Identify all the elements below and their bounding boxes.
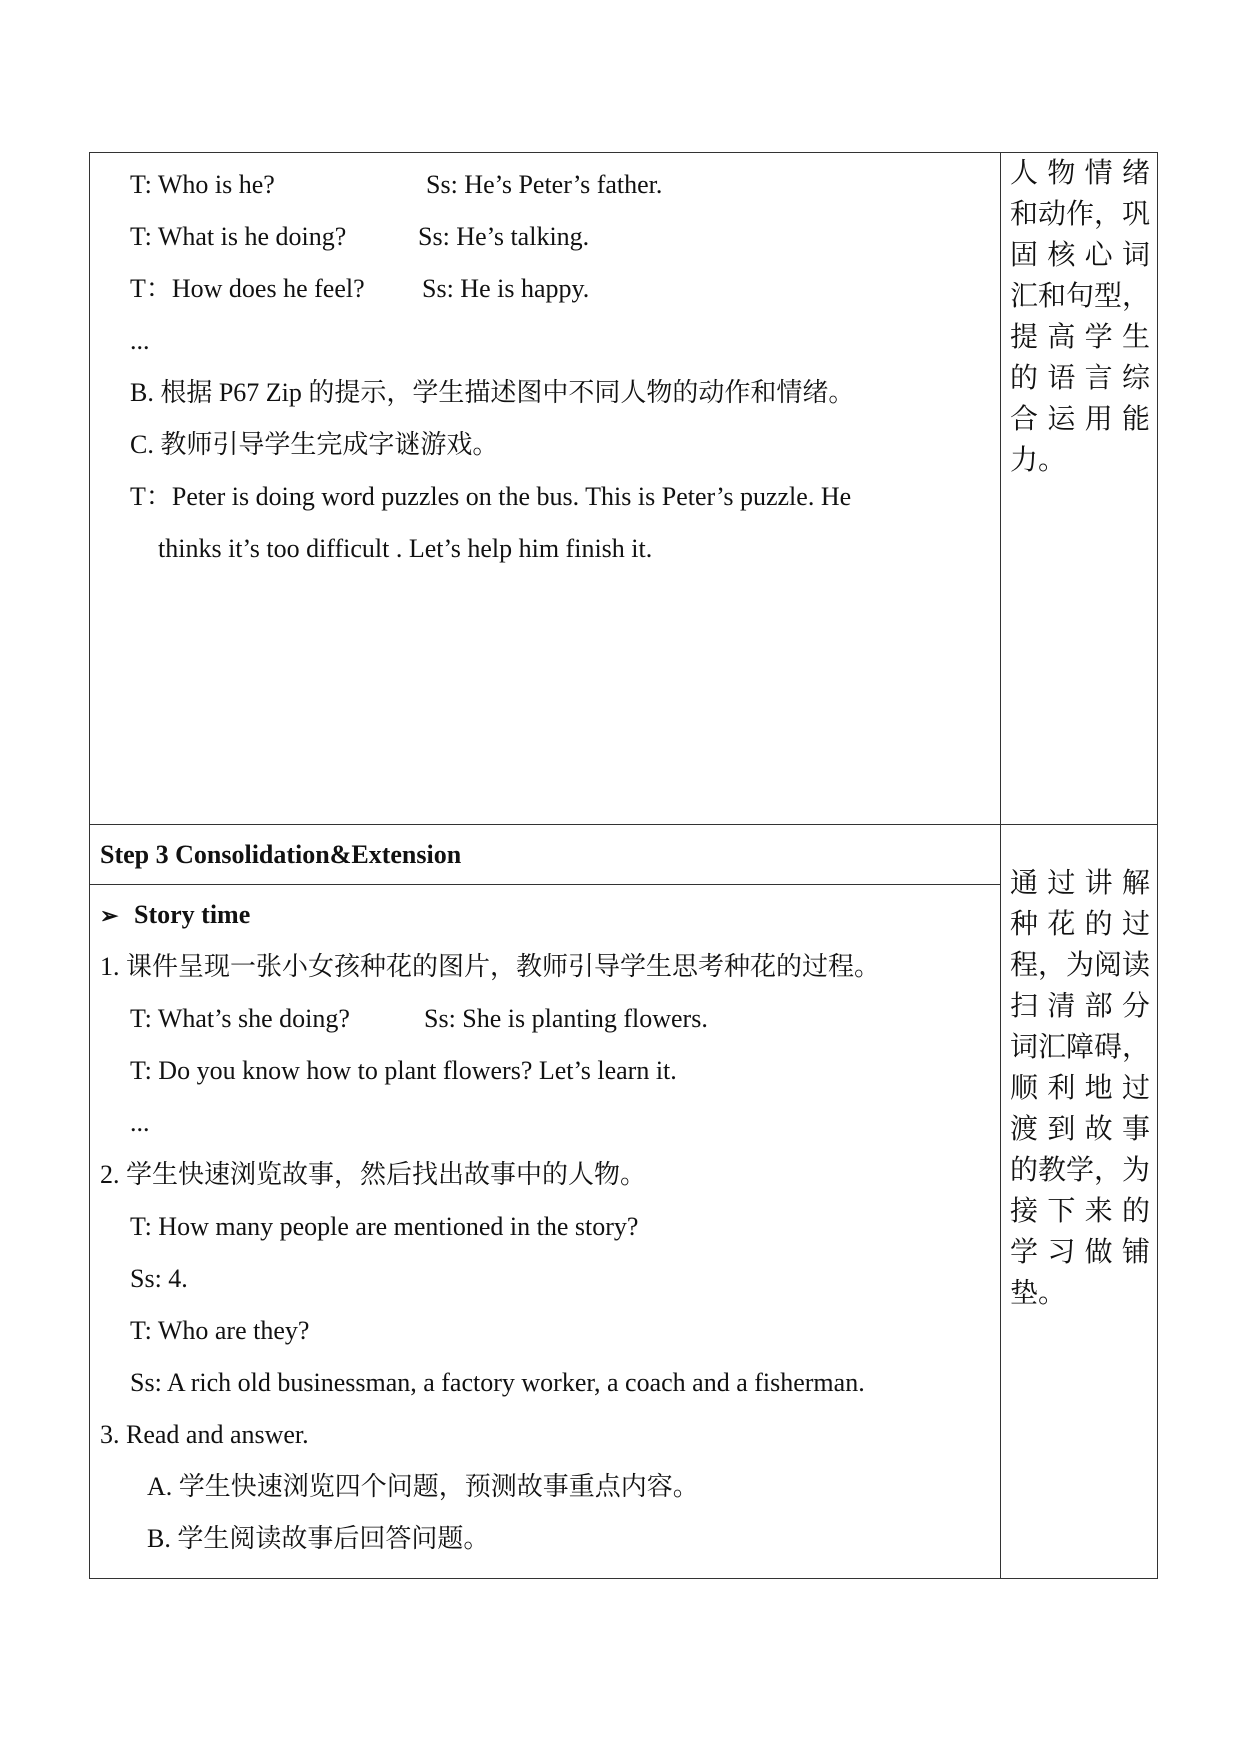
puzzle-line-1: T：Peter is doing word puzzles on the bus. This is Peter’s puzzle. He <box>130 482 852 511</box>
item-b: B. 根据 P67 Zip 的提示，学生描述图中不同人物的动作和情绪。 <box>130 378 855 407</box>
section1-note <box>1010 153 1150 481</box>
teacher-question: T：How does he feel? <box>130 274 365 303</box>
note-line: 种花的过 <box>1010 909 1150 940</box>
note-line: 力。 <box>1010 445 1067 476</box>
table-top-border <box>89 152 1158 153</box>
student-answer: Ss: He’s talking. <box>418 222 590 251</box>
note-line: 的语言综 <box>1010 363 1150 394</box>
note-line: 通过讲解 <box>1010 868 1150 899</box>
step-heading: Step 3 Consolidation&Extension <box>100 840 462 869</box>
q4: T: Who are they? <box>130 1316 310 1345</box>
item-3a: A. 学生快速浏览四个问题，预测故事重点内容。 <box>147 1472 699 1501</box>
dialogue-line-3 <box>130 272 365 306</box>
note-line: 顺利地过 <box>1010 1073 1150 1104</box>
section2-note <box>1010 863 1150 1314</box>
q3: T: How many people are mentioned in the story? <box>130 1212 639 1241</box>
q2: T: Do you know how to plant flowers? Let’s learn it. <box>130 1056 677 1085</box>
note-line: 人物情绪 <box>1010 158 1150 189</box>
a4: Ss: A rich old businessman, a factory worker, a coach and a fisherman. <box>130 1368 865 1397</box>
note-line: 合运用能 <box>1010 404 1150 435</box>
teacher-question: T: Who is he? <box>130 170 275 199</box>
note-line: 汇和句型， <box>1010 281 1151 312</box>
note-line: 和动作，巩 <box>1010 199 1151 230</box>
table-bottom-border <box>89 1578 1158 1579</box>
item-3: 3. Read and answer. <box>100 1420 309 1449</box>
dialogue-line-1 <box>130 168 275 202</box>
dialogue-line-3-answer <box>422 272 589 306</box>
note-line: 垫。 <box>1010 1278 1067 1309</box>
table-left-border <box>89 152 90 1579</box>
teacher-question: T: What is he doing? <box>130 222 347 251</box>
q1-teacher: T: What’s she doing? <box>130 1004 350 1033</box>
story-time-label: Story time <box>134 900 251 929</box>
student-answer: Ss: He’s Peter’s father. <box>426 170 663 199</box>
dialogue-line-1-answer <box>426 168 662 202</box>
a3: Ss: 4. <box>130 1264 188 1293</box>
note-line: 学习做铺 <box>1010 1237 1150 1268</box>
item-3b: B. 学生阅读故事后回答问题。 <box>147 1524 490 1553</box>
note-line: 扫清部分 <box>1010 991 1150 1022</box>
student-answer: Ss: He is happy. <box>422 274 590 303</box>
item-2: 2. 学生快速浏览故事，然后找出故事中的人物。 <box>100 1160 647 1189</box>
dialogue-line-2 <box>130 220 346 254</box>
note-line: 的教学，为 <box>1010 1155 1151 1186</box>
ellipsis: ... <box>130 1108 150 1137</box>
note-line: 程，为阅读 <box>1010 950 1151 981</box>
note-line: 固核心词 <box>1010 240 1150 271</box>
dialogue-line-2-answer <box>418 220 589 254</box>
story-time-title <box>100 898 250 933</box>
item-1: 1. 课件呈现一张小女孩种花的图片，教师引导学生思考种花的过程。 <box>100 952 881 981</box>
heading-divider <box>89 884 1000 885</box>
table-right-border <box>1157 152 1158 1579</box>
puzzle-line-2: thinks it’s too difficult . Let’s help him finish it. <box>158 534 653 563</box>
note-line: 词汇障碍， <box>1010 1032 1151 1063</box>
note-line: 接下来的 <box>1010 1196 1150 1227</box>
note-line: 渡到故事 <box>1010 1114 1150 1145</box>
column-divider <box>1000 152 1001 1579</box>
section-divider <box>89 824 1158 825</box>
ellipsis: ... <box>130 326 150 355</box>
q1-student: Ss: She is planting flowers. <box>424 1004 708 1033</box>
item-c: C. 教师引导学生完成字谜游戏。 <box>130 430 499 459</box>
arrow-bullet-icon: ➢ <box>100 903 119 928</box>
note-line: 提高学生 <box>1010 322 1150 353</box>
